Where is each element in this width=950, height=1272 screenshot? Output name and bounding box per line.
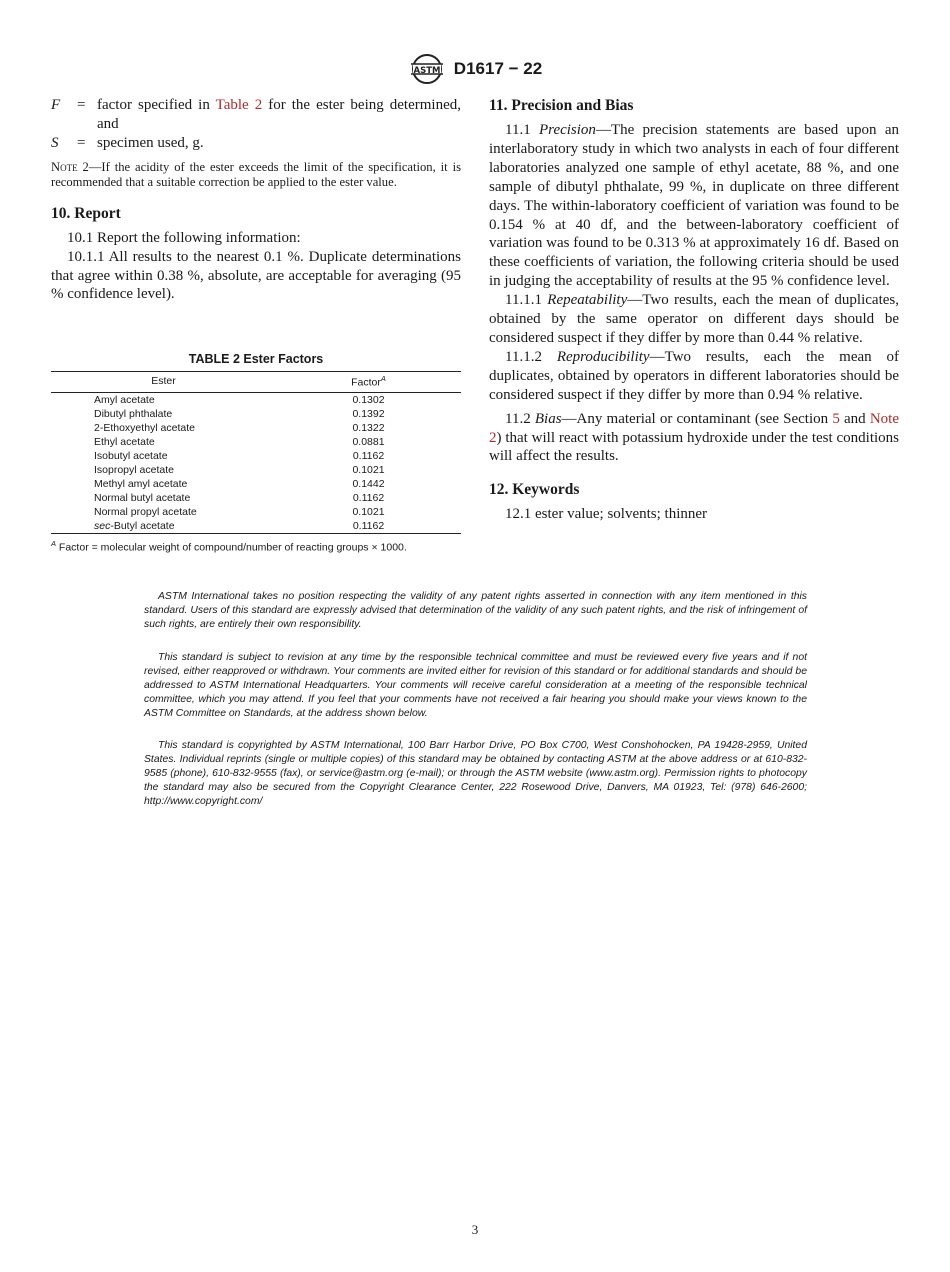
ester-factor: 0.1162 (352, 491, 385, 504)
table-row (51, 392, 461, 407)
ester-factor: 0.1021 (352, 505, 385, 518)
para-12-1: 12.1 ester value; solvents; thinner (505, 506, 708, 523)
disclaimer-patent: ASTM International takes no position respecting the validity of any patent rights asserted in connection with any item mentioned in this standard. Users of this standard are expressly advised that determination of the validity of any such patent rights, and the risk of infringement of such rights, are entirely their own responsibility. (144, 591, 807, 631)
ester-factor: 0.1162 (276, 519, 461, 534)
table-row (51, 435, 461, 449)
section-5-link[interactable]: 5 (832, 410, 840, 427)
ester-name: Methyl amyl acetate (94, 477, 188, 490)
ester-factor: 0.1162 (352, 449, 385, 462)
right-column (489, 96, 899, 524)
section-10-heading: 10. Report (51, 204, 121, 222)
ester-name: Dibutyl phthalate (94, 407, 173, 420)
note-2: Note 2—If the acidity of the ester exceeds the limit of the specification, it is recommended that a suitable correction be applied to the ester value. (51, 159, 461, 189)
column-header-ester: Ester (51, 372, 276, 393)
table-row (51, 519, 461, 534)
ester-name: Ethyl acetate (94, 435, 155, 448)
definition-s: S = specimen used, g. (51, 134, 204, 151)
ester-factor: 0.1322 (352, 421, 385, 434)
ester-factor: 0.0881 (352, 435, 385, 448)
table-row (51, 421, 461, 435)
disclaimer-copyright: This standard is copyrighted by ASTM International, 100 Barr Harbor Drive, PO Box C700, West Conshohocken, PA 19428-2959, United States. Individual reprints (single or multiple copies) of this standard may be obtained by contacting ASTM at the above address or at 610-832-9585 (phone), 610-832-9555 (fax), or service@astm.org (e-mail); or through the ASTM website (www.astm.org). Permission rights to photocopy the standard may also be secured from the Copyright Clearance Center, 222 Rosewood Drive, Danvers, MA 01923, Tel: (978) 646-2600; http://www.copyright.com/ (144, 740, 807, 808)
section-11-heading: 11. Precision and Bias (489, 97, 634, 114)
ester-name: 2-Ethoxyethyl acetate (94, 421, 195, 434)
para-11-1-2: 11.1.2 Reproducibility—Two results, each the mean of duplicates, obtained by operators in different laboratories should be considered suspect if they differ by more than 0.94 % relative. (489, 348, 899, 403)
para-10-1: 10.1 Report the following information: (67, 229, 301, 246)
ester-name: Isopropyl acetate (94, 463, 174, 476)
ester-name: Normal propyl acetate (94, 505, 197, 518)
ester-factor: 0.1442 (352, 477, 385, 490)
disclaimer-revision: This standard is subject to revision at any time by the responsible technical committee and must be reviewed every five years and if not revised, either reapproved or withdrawn. Your comments are invited either for revision of this standard or for additional standards and should be addressed to ASTM International Headquarters. Your comments will receive careful consideration at a meeting of the responsible technical committee, which you may attend. If you feel that your comments have not received a fair hearing you should make your views known to the ASTM Committee on Standards, at the address shown below. (144, 652, 807, 720)
table-2-ester-factors (51, 352, 461, 553)
ester-name: Normal butyl acetate (94, 491, 191, 504)
para-11-1: 11.1 Precision—The precision statements are based upon an interlaboratory study in which two analysts in each of four different laboratories analyzed one sample of ethyl acetate, 88 %, and one sample of dibutyl phthalate, 99 %, in duplicate on three different days. The within-laboratory coefficient of variation was found to be 0.154 % at 40 df, and the between-laboratory coefficient of variation was found to be 0.313 % at approximately 16 df. Based on these coefficients of variation, the following criteria should be used in judging the acceptability of results at the 95 % confidence level. (489, 122, 899, 290)
table-row (51, 477, 461, 491)
ester-name: sec-Butyl acetate (51, 519, 276, 534)
page-header (0, 52, 950, 86)
left-column (51, 96, 461, 304)
table-row (51, 505, 461, 519)
ester-factor: 0.1302 (352, 393, 385, 406)
definition-f: F = factor specified in Table 2 for the ester being determined, and (51, 97, 461, 132)
table-row (51, 491, 461, 505)
ester-factor: 0.1392 (352, 407, 385, 420)
astm-logo-icon (408, 52, 446, 86)
table-2-link[interactable]: Table 2 (215, 97, 263, 113)
section-12-heading: 12. Keywords (489, 481, 580, 499)
svg-text:ASTM: ASTM (413, 66, 441, 76)
column-header-factor: Factor$^A$ (276, 372, 461, 393)
table-caption: TABLE 2 Ester Factors (188, 352, 324, 366)
ester-factor-table (51, 371, 461, 534)
note-2-link[interactable]: Note 2 (489, 410, 899, 446)
table-row (51, 407, 461, 421)
table-row (51, 463, 461, 477)
page-number: 3 (471, 1222, 479, 1237)
table-footnote: $^A$ Factor = molecular weight of compound/number of reacting groups × 1000. (51, 538, 407, 553)
table-row (51, 449, 461, 463)
ester-name: Isobutyl acetate (94, 449, 168, 462)
para-10-1-1: 10.1.1 All results to the nearest 0.1 %. Duplicate determinations that agree within 0.38 %, absolute, are acceptable for averaging (95 % confidence level). (51, 248, 461, 303)
ester-factor: 0.1021 (352, 463, 385, 476)
para-11-1-1: 11.1.1 Repeatability—Two results, each the mean of duplicates, obtained by the same operator on different days should be considered suspect if they differ by more than 0.44 % relative. (489, 292, 899, 346)
ester-name: Amyl acetate (94, 393, 155, 406)
document-number: D1617 − 22 (453, 59, 543, 78)
para-11-2: 11.2 Bias—Any material or contaminant (see Section 5 and Note 2) that will react with potassium hydroxide under the test conditions will affect the results. (489, 410, 899, 465)
